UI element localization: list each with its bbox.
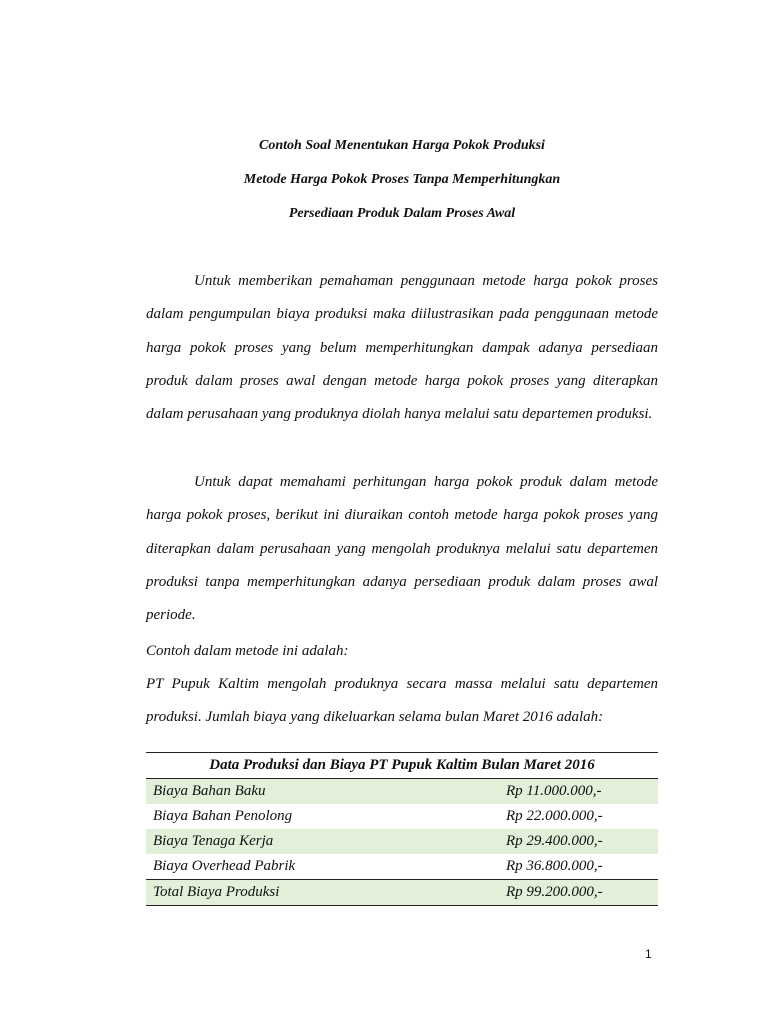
total-amount: Rp 99.200.000,- — [499, 880, 658, 906]
cost-label: Biaya Bahan Penolong — [153, 808, 293, 824]
paragraph-4: PT Pupuk Kaltim mengolah produknya secara massa melalui satu departemen produksi. Jumlah biaya yang dikeluarkan selama bulan Maret 2016 adalah: — [146, 676, 658, 726]
cost-label: Biaya Overhead Pabrik — [153, 858, 296, 874]
title-line-3: Persediaan Produk Dalam Proses Awal — [288, 206, 516, 221]
paragraph-2: Untuk dapat memahami perhitungan harga pokok produk dalam metode harga pokok proses, berikut ini diuraikan contoh metode harga pokok proses yang diterapkan dalam perusahaan yang mengolah produknya melalui satu departemen produksi tanpa memperhitungkan adanya persediaan produk dalam proses awal periode. — [146, 474, 658, 624]
table-caption: Data Produksi dan Biaya PT Pupuk Kaltim Bulan Maret 2016 — [146, 753, 658, 779]
table-total-row — [146, 880, 658, 906]
cost-label: Biaya Tenaga Kerja — [146, 829, 499, 854]
paragraph-3: Contoh dalam metode ini adalah: — [146, 643, 349, 659]
table-row — [146, 854, 658, 880]
table-row — [146, 804, 658, 829]
cost-amount: Rp 11.000.000,- — [499, 779, 658, 805]
cost-amount: Rp 22.000.000,- — [506, 808, 603, 824]
cost-label: Biaya Bahan Baku — [146, 779, 499, 805]
title-line-1: Contoh Soal Menentukan Harga Pokok Produksi — [259, 138, 545, 153]
table-row — [146, 779, 658, 805]
cost-amount: Rp 36.800.000,- — [506, 858, 603, 874]
paragraph-1: Untuk memberikan pemahaman penggunaan metode harga pokok proses dalam pengumpulan biaya produksi maka diilustrasikan pada penggunaan metode harga pokok proses yang belum memperhitungkan dampak adanya persediaan produk dalam proses awal dengan metode harga pokok proses yang diterapkan dalam perusahaan yang produknya diolah hanya melalui satu departemen produksi. — [146, 273, 658, 423]
title-line-2: Metode Harga Pokok Proses Tanpa Memperhitungkan — [243, 172, 561, 187]
page-number: 1 — [645, 947, 652, 961]
table-row — [146, 829, 658, 854]
cost-table — [146, 752, 658, 906]
cost-amount: Rp 29.400.000,- — [499, 829, 658, 854]
total-label: Total Biaya Produksi — [146, 880, 499, 906]
